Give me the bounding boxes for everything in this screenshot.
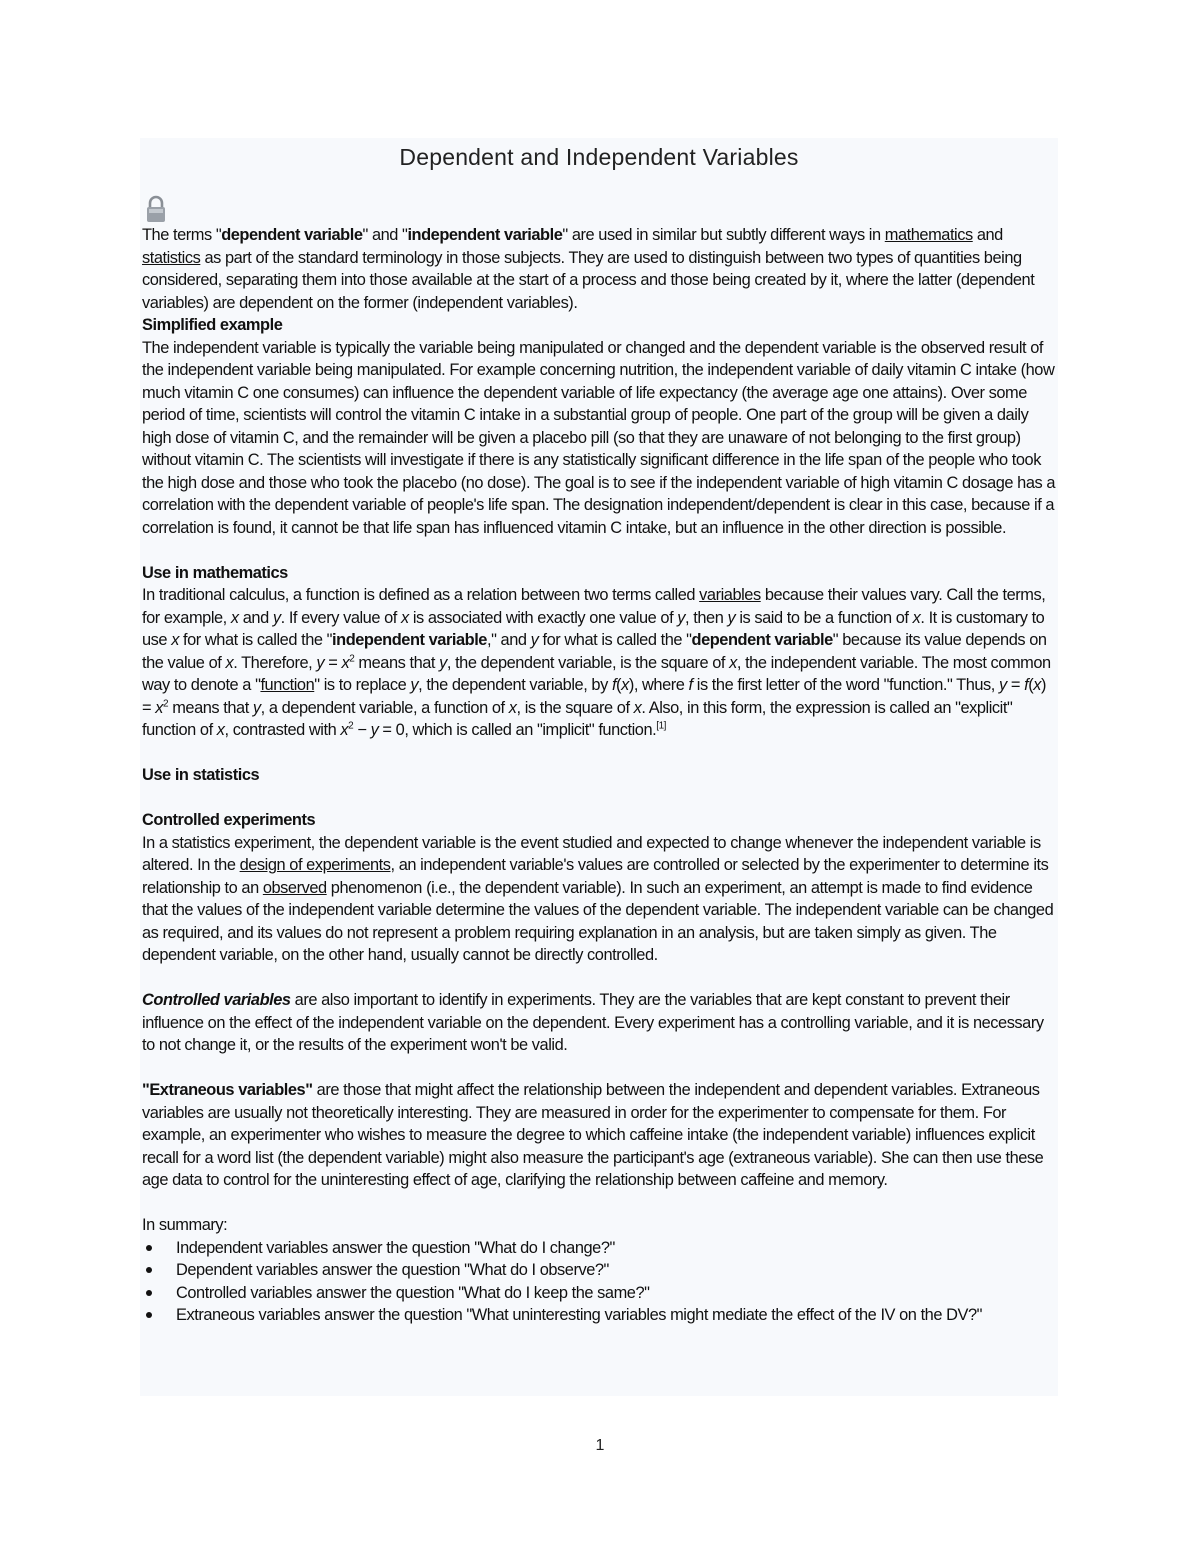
simplified-example-heading: Simplified example <box>142 316 283 334</box>
simplified-example-paragraph: The independent variable is typically the variable being manipulated or changed and the dependent variable is the observed result of the independent variable being manipulated. For example concerning nutrition, the independent variable of daily vitamin C intake (how much vitamin C one consumes) can influence the dependent variable of life expectancy (the average age one attains). Over some period of time, scientists will control the vitamin C intake in a substantial group of people. One part of the group will be given a daily high dose of vitamin C, and the remainder will be given a placebo pill (so that they are unaware of not belonging to the first group) without vitamin C. The scientists will investigate if there is any statistically significant difference in the life span of the people who took the high dose and those who took the placebo (no dose). The goal is to see if the independent variable of high vitamin C dosage has a correlation with the dependent variable of people's life span. The designation independent/dependent is clear in this case, because if a correlation is found, it cannot be that life span has influenced vitamin C intake, but an influence in the other direction is possible. <box>142 338 1056 537</box>
summary-intro: In summary: <box>142 1216 228 1234</box>
extraneous-variables-paragraph: "Extraneous variables" are those that might affect the relationship between the independent and dependent variables. Extraneous variables are usually not theoretically interesting. They are measured in order for the experimenter to compensate for them. For example, an experimenter who wishes to measure the degree to which caffeine intake (the independent variable) influences explicit recall for a word list (the dependent variable) might also measure the participant's age (extraneous variable). She can then use these age data to control for the uninteresting effect of age, clarifying the relationship between caffeine and memory. <box>142 1081 1044 1189</box>
term-dependent-variable: dependent variable <box>221 226 363 244</box>
content-block <box>140 138 1058 1396</box>
link-statistics[interactable]: statistics <box>142 248 201 267</box>
reference-link[interactable]: [1] <box>656 720 667 732</box>
statistics-heading: Use in statistics <box>142 766 260 784</box>
term-independent-variable: independent variable <box>407 226 563 244</box>
mathematics-paragraph: In traditional calculus, a function is defined as a relation between two terms called variables because their values vary. Call the terms, for example, x and y. If every value of x is associated with exactly one value of y, then y is said to be a function of x. It is customary to use x for what is called the "independent variable," and y for what is called the "dependent variable" because its value depends on the value of x. Therefore, $y = x^2$ means that y, the dependent variable, is the square of x, the independent variable. The most common way to denote a "function" is to replace y, the dependent variable, by f(x), where f is the first letter of the word "function." Thus, $y = f(x) = x^2$ means that y, a dependent variable, a function of x, is the square of x. Also, in this form, the expression is called an "explicit" function of x, contrasted with $x^2 - y = 0$, which is called an "implicit" function.[1] <box>142 586 1051 739</box>
list-item: Independent variables answer the question "What do I change?" <box>142 1237 1057 1260</box>
statistics-paragraph: In a statistics experiment, the dependent variable is the event studied and expected to change whenever the independent variable is altered. In the design of experiments, an independent variable's values are controlled or selected by the experimenter to determine its relationship to an observed phenomenon (i.e., the dependent variable). In such an experiment, an attempt is made to find evidence that the values of the independent variable determine the values of the dependent variable. The independent variable can be changed as required, and its values do not represent a problem requiring explanation in an analysis, but are taken simply as given. The dependent variable, on the other hand, usually cannot be directly controlled. <box>142 833 1054 964</box>
summary-list <box>142 1237 1057 1327</box>
page-title: Dependent and Independent Variables <box>399 144 799 170</box>
list-item: Controlled variables answer the question "What do I keep the same?" <box>142 1282 1057 1305</box>
link-variables[interactable]: variables <box>699 586 761 604</box>
controlled-variables-paragraph: Controlled variables are also important to identify in experiments. They are the variables that are kept constant to prevent their influence on the effect of the independent variable on the dependent. Every experiment has a controlling variable, and it is necessary to not change it, or the results of the experiment won't be valid. <box>142 991 1044 1054</box>
article-body <box>142 224 1057 1327</box>
intro-paragraph: The terms "dependent variable" and "independent variable" are used in similar but subtly different ways in mathematics and statistics as part of the standard terminology in those subjects. They are used to distinguish between two types of quantities being considered, separating them into those available at the start of a process and those being created by it, where the latter (dependent variables) are dependent on the former (independent variables). <box>142 226 1035 312</box>
lock-icon <box>144 194 168 224</box>
link-function[interactable]: function <box>260 676 315 694</box>
link-design-of-experiments[interactable]: design of experiments <box>239 856 391 874</box>
list-item: Dependent variables answer the question "What do I observe?" <box>142 1259 1057 1282</box>
controlled-experiments-heading: Controlled experiments <box>142 811 316 829</box>
list-item: Extraneous variables answer the question "What uninteresting variables might mediate the effect of the IV on the DV?" <box>142 1304 1057 1327</box>
link-mathematics[interactable]: mathematics <box>884 226 973 244</box>
mathematics-heading: Use in mathematics <box>142 563 288 582</box>
link-observed[interactable]: observed <box>262 878 327 897</box>
page-number: 1 <box>595 1437 605 1454</box>
